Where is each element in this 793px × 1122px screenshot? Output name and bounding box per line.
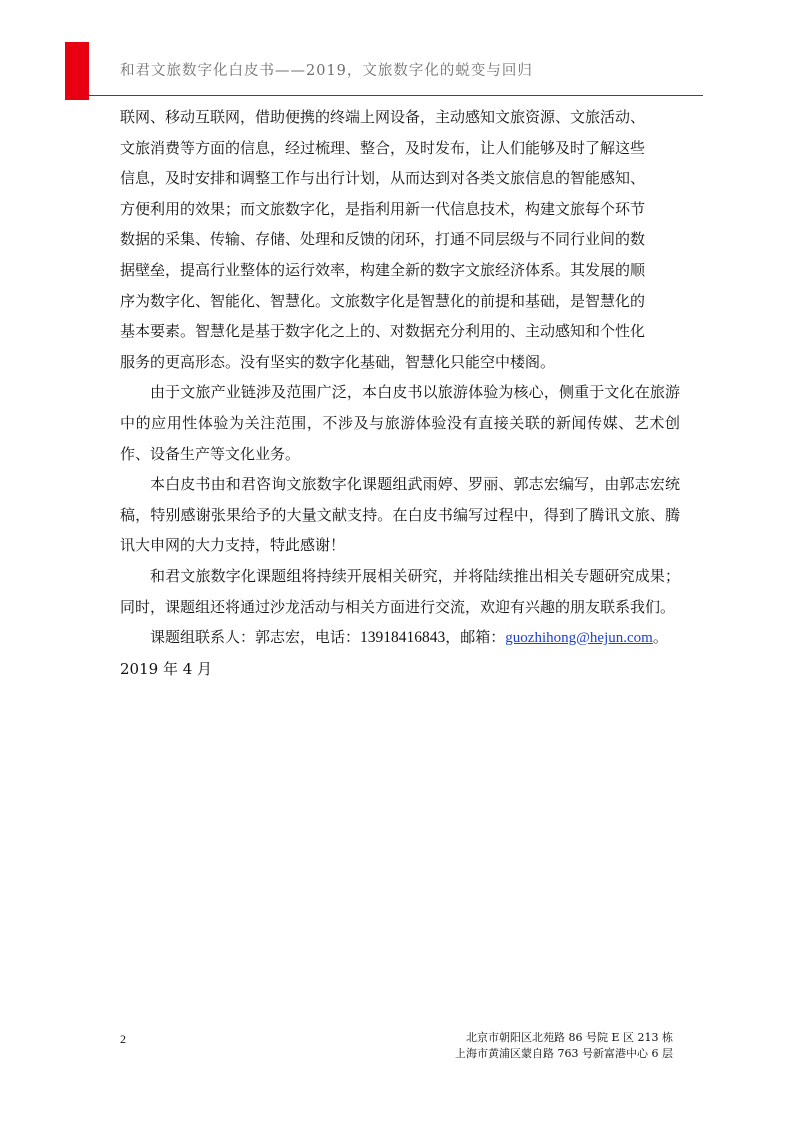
paragraph-1-line-8: 基本要素。智慧化是基于数字化之上的、对数据充分利用的、主动感知和个性化 [120,322,646,341]
paragraph-1-line-7: 序为数字化、智能化、智慧化。文旅数字化是智慧化的前提和基础，是智慧化的 [120,291,646,310]
contact-prefix: 课题组联系人：郭志宏，电话： [150,628,361,647]
paragraph-1-line-5: 数据的采集、传输、存储、处理和反馈的闭环，打通不同层级与不同行业间的数 [120,230,646,249]
contact-phone: 13918416843 [360,629,446,647]
paragraph-authors: 本白皮书由和君咨询文旅数字化课题组武雨婷、罗丽、郭志宏编写，由郭志宏统稿，特别感谢张果给予的大量文献支持。在白皮书编写过程中，得到了腾讯文旅、腾讯大申网的大力支持，特此感谢！ [120,475,680,555]
paragraph-research: 和君文旅数字化课题组将持续开展相关研究，并将陆续推出相关专题研究成果；同时，课题组还将通过沙龙活动与相关方面进行交流，欢迎有兴趣的朋友联系我们。 [120,566,680,616]
paragraph-1-line-6: 据壁垒，提高行业整体的运行效率，构建全新的数字文旅经济体系。其发展的顺 [120,260,646,279]
contact-line [120,622,680,654]
header-red-bar [65,42,89,100]
footer-address [455,1030,673,1062]
contact-email-label: ，邮箱： [445,628,506,647]
header-divider [89,95,703,96]
address-beijing: 北京市朝阳区北苑路 86 号院 E 区 213 栋 [465,1031,673,1044]
contact-suffix: 。 [652,628,668,647]
document-date: 2019 年 4 月 [120,659,213,678]
header-title: 和君文旅数字化白皮书——2019，文旅数字化的蜕变与回归 [120,63,533,79]
document-body [120,102,680,684]
paragraph-1-line-4: 方便利用的效果；而文旅数字化，是指利用新一代信息技术，构建文旅每个环节 [120,199,646,218]
paragraph-scope: 由于文旅产业链涉及范围广泛，本白皮书以旅游体验为核心，侧重于文化在旅游中的应用性体验为关注范围，不涉及与旅游体验没有直接关联的新闻传媒、艺术创作、设备生产等文化业务。 [120,383,680,463]
contact-email-link[interactable]: guozhihong@hejun.com [505,630,653,647]
paragraph-1-line-2: 文旅消费等方面的信息，经过梳理、整合，及时发布，让人们能够及时了解这些 [120,138,646,157]
address-shanghai: 上海市黄浦区蒙自路 763 号新富港中心 6 层 [455,1047,673,1060]
paragraph-1-line-3: 信息，及时安排和调整工作与出行计划，从而达到对各类文旅信息的智能感知、 [120,169,646,188]
paragraph-1-line-9: 服务的更高形态。没有坚实的数字化基础，智慧化只能空中楼阁。 [120,352,556,371]
page-number: 2 [120,1032,126,1046]
paragraph-1-line-1: 联网、移动互联网，借助便携的终端上网设备，主动感知文旅资源、文旅活动、 [120,108,646,126]
